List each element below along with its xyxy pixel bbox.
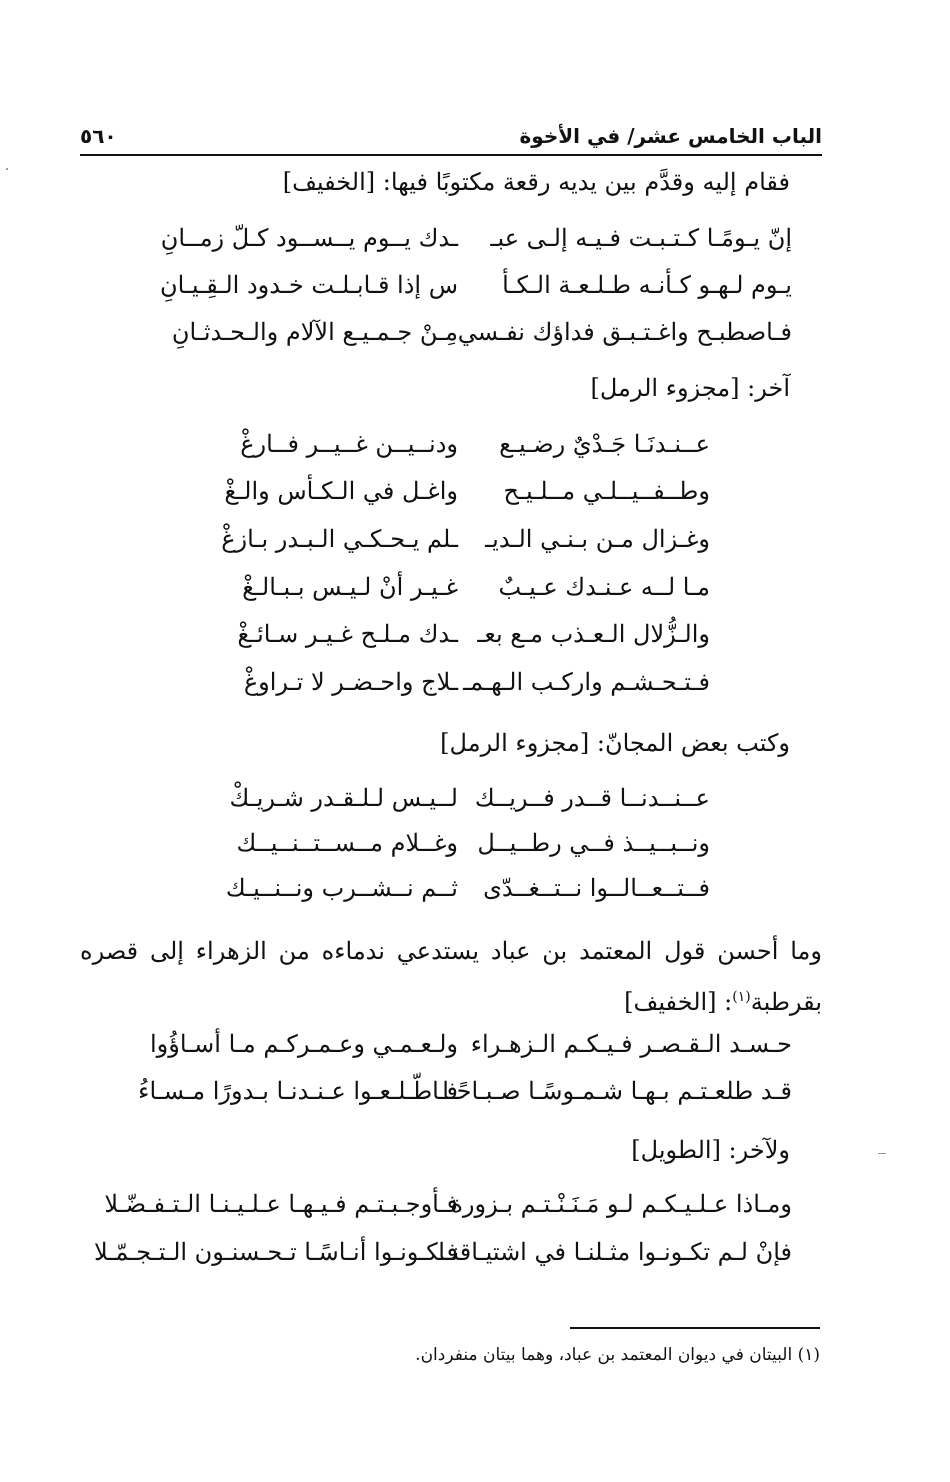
intro-line-1: فقام إليه وقدَّم بين يديه رقعة مكتوبًا فيها: [الخفيف] xyxy=(282,168,790,196)
verse-line xyxy=(224,477,710,505)
paragraph-text: وما أحسن قول المعتمد بن عباد يستدعي ندماءه من الزهراء إلى قصره بقرطبة xyxy=(80,937,823,1016)
verse-second-hemistich: ثــم نــشــرب ونــنــيـك xyxy=(225,874,458,902)
verse-first-hemistich: عــنـدنَـا جَـدْيٌ رضـيـع xyxy=(499,430,710,458)
verse-second-hemistich: س إذا قـابـلـت خـدود الـقِـيـانِ xyxy=(159,271,458,299)
scan-speck xyxy=(6,168,8,170)
verse-first-hemistich: إنّ يـومًـا كـتـبـت فـيـه إلـى عبـ xyxy=(490,224,792,252)
verse-second-hemistich: ودنــيــن غــيــر فــارغْ xyxy=(240,430,458,458)
verse-line xyxy=(94,1238,792,1266)
verse-second-hemistich: ـدك مـلـح غـيـر سـائـغْ xyxy=(237,620,458,648)
verse-line xyxy=(242,573,710,601)
verse-line xyxy=(221,525,710,553)
verse-line xyxy=(150,1030,792,1058)
verse-second-hemistich: فـأوجـبـتـم فـيـهـا عـلـيـنـا الـتـفـضّـلا xyxy=(104,1190,458,1218)
verse-second-hemistich: وغــلام مــســتــنــيــك xyxy=(236,829,458,857)
verse-line xyxy=(138,1077,792,1105)
verse-second-hemistich: مِـنْ جـمـيـع الآلام والـحـدثـانِ xyxy=(171,318,458,346)
verse-second-hemistich: ولـعـمـي وعـمـركـم مـا أسـاؤُوا xyxy=(149,1030,458,1058)
verse-second-hemistich: لــيـس لـلـقـدر شـريـكْ xyxy=(229,784,458,812)
verse-second-hemistich: غـيـر أنْ لـيـس بـبـالـغْ xyxy=(242,573,458,601)
verse-line xyxy=(237,620,710,648)
verse-line xyxy=(244,668,710,696)
scan-speck xyxy=(878,1153,886,1154)
footnote: (١) البيتان في ديوان المعتمد بن عباد، وهما بيتان منفردان. xyxy=(415,1345,820,1365)
footnote-divider xyxy=(570,1327,820,1329)
verse-line xyxy=(226,874,710,902)
verse-first-hemistich: ومـاذا عـلـيـكـم لـو مَـنَـنْـتـم بـزورة xyxy=(450,1190,792,1218)
verse-first-hemistich: ونــبــيــذ فــي رطــيــل xyxy=(477,829,710,857)
intro-line-2: آخر: [مجزوء الرمل] xyxy=(590,374,790,402)
verse-first-hemistich: قـد طلعـتـم بـهـا شـمـوسًـا صـبـاحًـا xyxy=(442,1077,792,1105)
verse-second-hemistich: ـلاج واحـضـر لا تـراوغْ xyxy=(243,668,458,696)
verse-second-hemistich: ـدك يــوم يــســود كـلّ زمــانِ xyxy=(160,224,458,252)
verse-first-hemistich: فــتــعــالــوا نــتــغــدّى xyxy=(483,874,710,902)
verse-line xyxy=(160,271,792,299)
verse-first-hemistich: حـسـد الـقـصـر فـيـكـم الـزهـراء xyxy=(470,1030,792,1058)
verse-line xyxy=(236,829,710,857)
verse-second-hemistich: فـاطّـلـعـوا عـنـدنـا بـدورًا مـسـاءُ xyxy=(138,1077,458,1105)
intro-line-3: وكتب بعض المجانّ: [مجزوء الرمل] xyxy=(440,729,790,757)
verse-first-hemistich: فـاصطبـح واغـتـبـق فداؤك نفـسي xyxy=(457,318,792,346)
verse-second-hemistich: واغـل في الـكـأس والـغْ xyxy=(224,477,458,505)
verse-first-hemistich: عــنــدنــا قــدر فــريــك xyxy=(474,784,710,812)
verse-line xyxy=(172,318,792,346)
verse-first-hemistich: فإنْ لـم تكـونـوا مثـلنـا في اشتيـاقنـا xyxy=(438,1238,792,1266)
intro-line-5: ولآخر: [الطويل] xyxy=(631,1136,790,1164)
paragraph-intro-4 xyxy=(80,928,822,1025)
verse-first-hemistich: فـتـحـشـم واركـب الـهـمـ xyxy=(463,668,710,696)
verse-line xyxy=(229,784,710,812)
verse-first-hemistich: وطــفــيــلـي مــلـيـح xyxy=(503,477,710,505)
verse-first-hemistich: مـا لــه عـنـدك عـيـبٌ xyxy=(498,573,710,601)
meter-label: : [الخفيف] xyxy=(624,988,733,1016)
page-number: ٥٦٠ xyxy=(80,124,117,148)
verse-line xyxy=(104,1190,792,1218)
verse-line xyxy=(240,430,710,458)
verse-first-hemistich: والـزُّلال الـعـذب مـع بعـ xyxy=(477,620,710,648)
chapter-title: الباب الخامس عشر/ في الأخوة xyxy=(519,124,822,148)
footnote-marker: (١) xyxy=(732,989,751,1005)
running-header xyxy=(80,112,822,156)
verse-first-hemistich: يـوم لـهـو كـأنـه طـلـعـة الـكـأ xyxy=(502,271,792,299)
verse-second-hemistich: فـكـونـوا أنـاسًـا تـحـسنـون الـتـجـمّـلا xyxy=(94,1238,458,1266)
verse-first-hemistich: وغـزال مـن بـنـي الـديـ xyxy=(485,525,710,553)
verse-second-hemistich: ـلم يـحـكـي الـبـدر بـازغْ xyxy=(221,525,458,553)
verse-line xyxy=(161,224,792,252)
